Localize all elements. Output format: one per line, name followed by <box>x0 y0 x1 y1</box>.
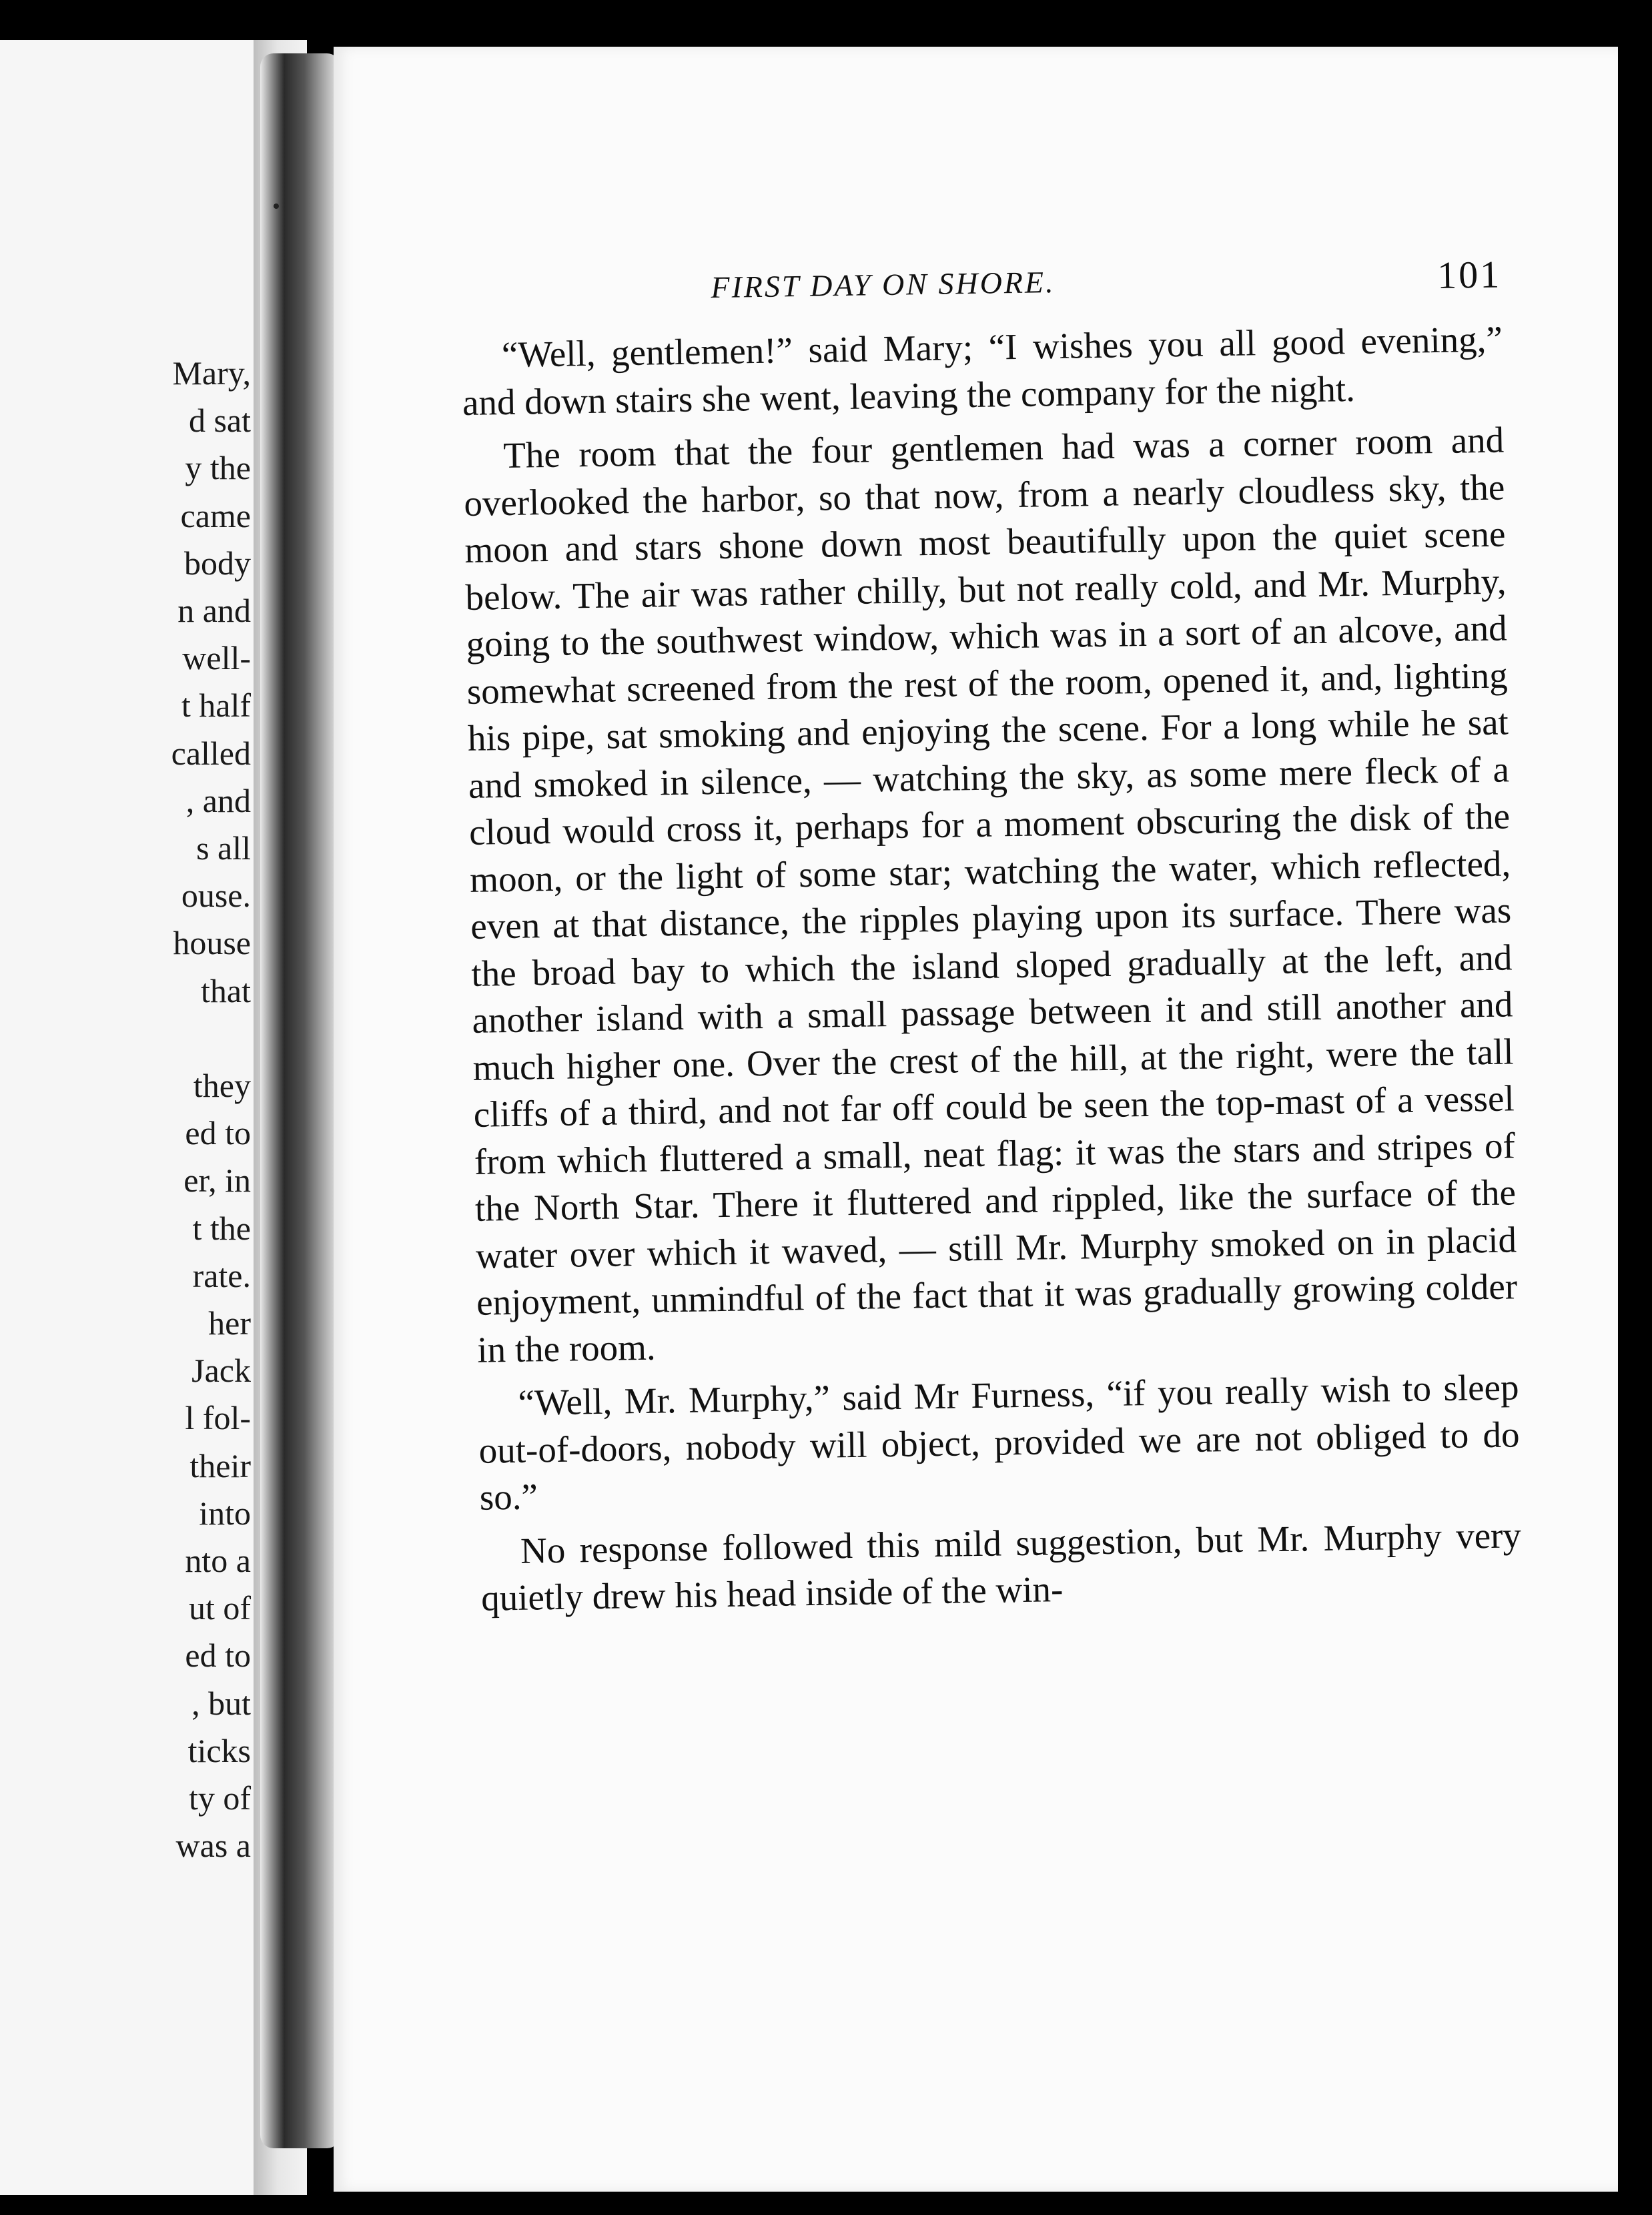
facing-page-line: d sat <box>188 402 251 440</box>
facing-page-line: ut of <box>188 1589 251 1627</box>
page-content <box>460 252 1523 1629</box>
facing-page-line: y the <box>185 449 251 487</box>
facing-page-line: came <box>180 496 251 534</box>
facing-page-line: t the <box>192 1209 251 1247</box>
facing-page <box>0 40 254 2195</box>
facing-page-line: ty of <box>188 1779 251 1817</box>
facing-page-line: body <box>184 544 251 582</box>
facing-page-line: Mary, <box>172 354 251 392</box>
facing-page-line: s all <box>196 829 251 867</box>
print-speck <box>274 203 279 209</box>
running-header <box>460 252 1502 326</box>
paragraph: “Well, gentlemen!” said Mary; “I wishes you all good evening,” and down stairs she went, leaving the company for the night. <box>462 318 1503 423</box>
facing-page-line: nto a <box>185 1542 251 1579</box>
facing-page-line: that <box>201 971 251 1009</box>
facing-page-line: their <box>189 1446 251 1484</box>
book-gutter <box>260 53 340 2148</box>
facing-page-line: , and <box>185 781 251 819</box>
paragraph: The room that the four gentlemen had was a corner room and overlooked the harbor, so that now, from a nearly cloudless sky, the moon and stars shone down most beautifully upon the quiet scene below. The air was rather chilly, but not really cold, and Mr. Murphy, going to the southwest window, which was in a sort of an alcove, and somewhat screened from the rest of the room, opened it, and, lighting his pipe, sat smoking and enjoying the scene. For a long while he sat and smoked in silence, — watching the sky, as some mere fleck of a cloud would cross it, perhaps for a moment obscuring the disk of the moon, or the light of some star; watching the water, which reflected, even at that distance, the ripples playing upon its surface. There was the broad bay to which the island sloped gradually at the left, and another island with a small passage between it and still another and much higher one. Over the crest of the hill, at the right, were the tall cliffs of a third, and not far off could be seen the top-mast of a vessel from which fluttered a small, neat flag: it was the stars and stripes of the North Star. There it fluttered and rippled, like the surface of the water over which it waved, — still Mr. Murphy smoked on in placid enjoyment, unmindful of the fact that it was gradually growing colder in the room. <box>463 419 1518 1370</box>
facing-page-line: , but <box>191 1684 251 1722</box>
facing-page-line: ouse. <box>181 877 251 915</box>
running-title: FIRST DAY ON SHORE. <box>710 265 1056 305</box>
page-number: 101 <box>1436 252 1502 297</box>
facing-page-line: well- <box>182 639 251 677</box>
facing-page-line: ed to <box>185 1114 251 1152</box>
facing-page-line: n and <box>177 592 251 629</box>
facing-page-line: Jack <box>191 1352 251 1390</box>
facing-page-line: they <box>193 1067 251 1104</box>
paragraph: No response followed this mild suggestion, but Mr. Murphy very quietly drew his head inside of the win- <box>480 1514 1522 1619</box>
facing-page-line: er, in <box>183 1162 251 1200</box>
facing-page-line: rate. <box>192 1256 251 1294</box>
facing-page-line: called <box>171 734 251 772</box>
paragraph: “Well, Mr. Murphy,” said Mr Furness, “if you really wish to sleep out-of-doors, nobody will object, provided we are not obliged to do so.” <box>478 1366 1520 1518</box>
facing-page-line: house <box>173 924 251 962</box>
facing-page-line: her <box>208 1304 251 1342</box>
facing-page-line: t half <box>181 687 251 725</box>
facing-page-line: ed to <box>185 1637 251 1675</box>
book-page <box>334 47 1618 2192</box>
facing-page-line: was a <box>175 1827 251 1865</box>
facing-page-line: into <box>199 1494 251 1532</box>
facing-page-line: ticks <box>187 1731 251 1769</box>
facing-page-line: l fol- <box>185 1399 251 1437</box>
